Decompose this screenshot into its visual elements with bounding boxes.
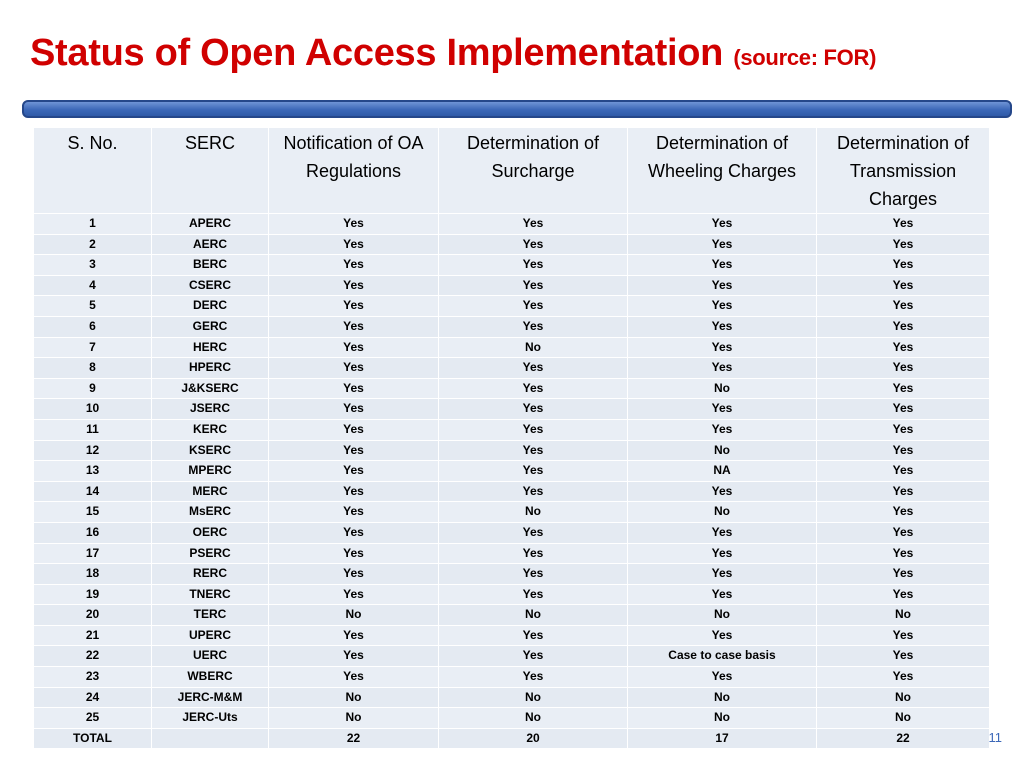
cell-wheeling-charges: Yes [628,296,817,317]
title-source: (source: FOR) [733,45,877,70]
table-row [34,564,990,585]
table-row [34,255,990,276]
cell-transmission-charges: Yes [817,255,990,276]
header-serc: SERC [152,128,269,214]
cell-s-no: 2 [34,234,152,255]
total-transmission-charges: 22 [817,728,990,749]
cell-s-no: 15 [34,502,152,523]
cell-transmission-charges: Yes [817,378,990,399]
cell-oa-regulations: Yes [269,358,439,379]
cell-s-no: 8 [34,358,152,379]
cell-serc: RERC [152,564,269,585]
cell-oa-regulations: Yes [269,399,439,420]
cell-s-no: 24 [34,687,152,708]
cell-wheeling-charges: No [628,687,817,708]
cell-oa-regulations: Yes [269,214,439,235]
cell-serc: KSERC [152,440,269,461]
cell-serc: KERC [152,419,269,440]
table-row [34,337,990,358]
cell-wheeling-charges: No [628,708,817,729]
cell-surcharge: Yes [439,646,628,667]
cell-surcharge: Yes [439,214,628,235]
cell-wheeling-charges: Yes [628,275,817,296]
header-surcharge: Determination of Surcharge [439,128,628,214]
cell-oa-regulations: Yes [269,481,439,502]
cell-transmission-charges: Yes [817,440,990,461]
table-row [34,399,990,420]
cell-oa-regulations: Yes [269,440,439,461]
table-row [34,646,990,667]
cell-serc: HERC [152,337,269,358]
cell-wheeling-charges: Yes [628,234,817,255]
cell-s-no: 13 [34,461,152,482]
cell-transmission-charges: Yes [817,667,990,688]
cell-serc: HPERC [152,358,269,379]
cell-oa-regulations: Yes [269,667,439,688]
cell-oa-regulations: Yes [269,419,439,440]
cell-s-no: 11 [34,419,152,440]
cell-transmission-charges: Yes [817,522,990,543]
page-number: 11 [988,730,1002,745]
cell-surcharge: Yes [439,378,628,399]
header-row [34,128,990,214]
cell-transmission-charges: Yes [817,461,990,482]
cell-wheeling-charges: No [628,502,817,523]
cell-transmission-charges: Yes [817,296,990,317]
header-oa-regulations: Notification of OA Regulations [269,128,439,214]
table-body [34,214,990,749]
table-row [34,687,990,708]
cell-s-no: 19 [34,584,152,605]
table-row [34,625,990,646]
cell-wheeling-charges: Yes [628,522,817,543]
cell-serc: TNERC [152,584,269,605]
cell-transmission-charges: Yes [817,502,990,523]
cell-oa-regulations: Yes [269,255,439,276]
cell-transmission-charges: Yes [817,337,990,358]
cell-wheeling-charges: Yes [628,564,817,585]
cell-serc: WBERC [152,667,269,688]
cell-wheeling-charges: No [628,378,817,399]
cell-s-no: 4 [34,275,152,296]
cell-serc: AERC [152,234,269,255]
cell-oa-regulations: Yes [269,502,439,523]
cell-wheeling-charges: Yes [628,625,817,646]
cell-serc: PSERC [152,543,269,564]
cell-wheeling-charges: Case to case basis [628,646,817,667]
cell-oa-regulations: No [269,687,439,708]
cell-s-no: 3 [34,255,152,276]
cell-s-no: 23 [34,667,152,688]
cell-transmission-charges: Yes [817,646,990,667]
cell-surcharge: No [439,502,628,523]
cell-wheeling-charges: Yes [628,337,817,358]
cell-wheeling-charges: No [628,440,817,461]
cell-wheeling-charges: Yes [628,543,817,564]
cell-oa-regulations: Yes [269,337,439,358]
cell-s-no: 6 [34,316,152,337]
cell-serc: CSERC [152,275,269,296]
header-transmission-charges: Determination of Transmission Charges [817,128,990,214]
cell-oa-regulations: Yes [269,522,439,543]
cell-surcharge: Yes [439,419,628,440]
cell-transmission-charges: Yes [817,419,990,440]
cell-serc: OERC [152,522,269,543]
cell-transmission-charges: Yes [817,316,990,337]
cell-transmission-charges: No [817,708,990,729]
cell-transmission-charges: No [817,605,990,626]
cell-oa-regulations: Yes [269,646,439,667]
total-label: TOTAL [34,728,152,749]
cell-oa-regulations: Yes [269,234,439,255]
cell-oa-regulations: Yes [269,564,439,585]
cell-transmission-charges: Yes [817,234,990,255]
cell-wheeling-charges: Yes [628,584,817,605]
total-surcharge: 20 [439,728,628,749]
cell-serc: MsERC [152,502,269,523]
cell-s-no: 5 [34,296,152,317]
cell-serc: APERC [152,214,269,235]
cell-s-no: 10 [34,399,152,420]
table-row [34,667,990,688]
cell-transmission-charges: Yes [817,214,990,235]
cell-oa-regulations: Yes [269,378,439,399]
cell-s-no: 14 [34,481,152,502]
table-header [34,128,990,214]
cell-surcharge: Yes [439,522,628,543]
cell-s-no: 9 [34,378,152,399]
table-row [34,316,990,337]
table-row [34,708,990,729]
cell-wheeling-charges: Yes [628,214,817,235]
status-table [33,127,990,749]
table-row [34,502,990,523]
cell-s-no: 18 [34,564,152,585]
cell-transmission-charges: Yes [817,584,990,605]
cell-serc: UERC [152,646,269,667]
cell-oa-regulations: Yes [269,316,439,337]
cell-s-no: 21 [34,625,152,646]
table-row [34,461,990,482]
cell-surcharge: Yes [439,399,628,420]
title-divider-bar [22,100,1012,118]
cell-oa-regulations: Yes [269,461,439,482]
cell-serc: JERC-M&M [152,687,269,708]
cell-serc: MERC [152,481,269,502]
cell-serc: GERC [152,316,269,337]
table-row [34,522,990,543]
cell-s-no: 1 [34,214,152,235]
cell-wheeling-charges: Yes [628,255,817,276]
cell-wheeling-charges: Yes [628,358,817,379]
table-row [34,214,990,235]
table-row [34,419,990,440]
cell-oa-regulations: Yes [269,275,439,296]
table-row [34,440,990,461]
cell-oa-regulations: Yes [269,625,439,646]
cell-wheeling-charges: NA [628,461,817,482]
cell-serc: UPERC [152,625,269,646]
cell-oa-regulations: Yes [269,543,439,564]
cell-transmission-charges: Yes [817,481,990,502]
table-row [34,543,990,564]
cell-wheeling-charges: Yes [628,481,817,502]
cell-s-no: 20 [34,605,152,626]
cell-serc: MPERC [152,461,269,482]
cell-surcharge: Yes [439,564,628,585]
cell-serc: JERC-Uts [152,708,269,729]
cell-surcharge: Yes [439,461,628,482]
cell-s-no: 25 [34,708,152,729]
header-s-no: S. No. [34,128,152,214]
cell-s-no: 7 [34,337,152,358]
cell-surcharge: Yes [439,543,628,564]
cell-surcharge: No [439,605,628,626]
cell-wheeling-charges: No [628,605,817,626]
table-row [34,481,990,502]
cell-surcharge: Yes [439,255,628,276]
cell-serc: TERC [152,605,269,626]
total-serc [152,728,269,749]
total-oa-regulations: 22 [269,728,439,749]
table-row [34,605,990,626]
cell-transmission-charges: Yes [817,358,990,379]
cell-transmission-charges: Yes [817,625,990,646]
cell-surcharge: No [439,708,628,729]
cell-serc: J&KSERC [152,378,269,399]
total-wheeling-charges: 17 [628,728,817,749]
cell-surcharge: Yes [439,275,628,296]
cell-oa-regulations: No [269,708,439,729]
cell-wheeling-charges: Yes [628,399,817,420]
cell-serc: JSERC [152,399,269,420]
cell-surcharge: Yes [439,358,628,379]
cell-transmission-charges: Yes [817,564,990,585]
cell-surcharge: Yes [439,584,628,605]
header-wheeling-charges: Determination of Wheeling Charges [628,128,817,214]
table-row [34,584,990,605]
cell-surcharge: Yes [439,667,628,688]
cell-oa-regulations: No [269,605,439,626]
cell-surcharge: Yes [439,440,628,461]
cell-s-no: 16 [34,522,152,543]
table-row [34,234,990,255]
total-row [34,728,990,749]
slide-title [30,32,876,75]
cell-transmission-charges: No [817,687,990,708]
table-row [34,296,990,317]
cell-serc: DERC [152,296,269,317]
table-row [34,275,990,296]
cell-surcharge: Yes [439,296,628,317]
cell-s-no: 17 [34,543,152,564]
cell-surcharge: Yes [439,234,628,255]
cell-s-no: 12 [34,440,152,461]
cell-wheeling-charges: Yes [628,419,817,440]
cell-surcharge: Yes [439,316,628,337]
cell-wheeling-charges: Yes [628,316,817,337]
cell-serc: BERC [152,255,269,276]
cell-wheeling-charges: Yes [628,667,817,688]
cell-oa-regulations: Yes [269,296,439,317]
cell-transmission-charges: Yes [817,275,990,296]
title-main: Status of Open Access Implementation [30,32,724,74]
cell-surcharge: No [439,337,628,358]
cell-surcharge: Yes [439,625,628,646]
table-row [34,378,990,399]
cell-transmission-charges: Yes [817,543,990,564]
cell-surcharge: No [439,687,628,708]
table-row [34,358,990,379]
cell-s-no: 22 [34,646,152,667]
cell-oa-regulations: Yes [269,584,439,605]
cell-transmission-charges: Yes [817,399,990,420]
cell-surcharge: Yes [439,481,628,502]
